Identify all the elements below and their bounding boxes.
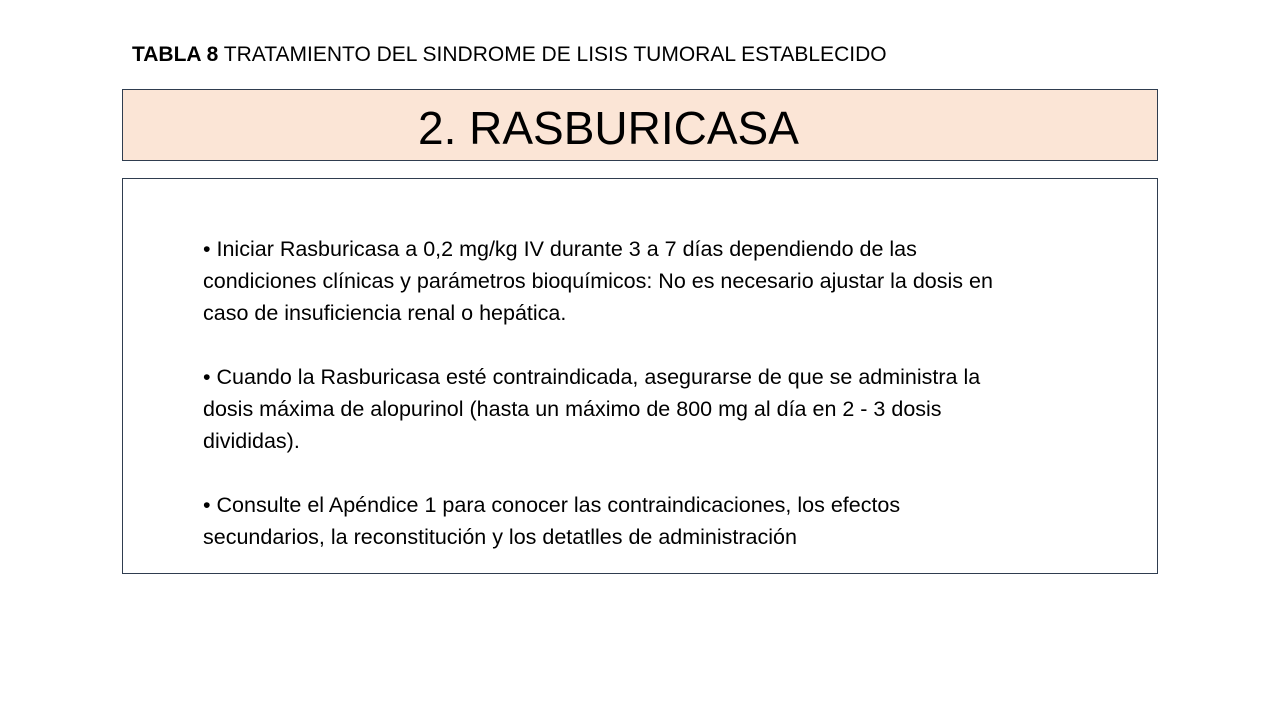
table-title: [132, 41, 887, 69]
bullet-list: [203, 233, 1023, 553]
bullet-item: • Cuando la Rasburicasa esté contraindicada, asegurarse de que se administra la dosis máxima de alopurinol (hasta un máximo de 800 mg al día en 2 - 3 dosis divididas).: [203, 365, 981, 453]
content-box: [122, 178, 1158, 574]
bullet-item: • Consulte el Apéndice 1 para conocer las contraindicaciones, los efectos secundarios, la reconstitución y los detatlles de administración: [203, 493, 901, 549]
table-title-text: TRATAMIENTO DEL SINDROME DE LISIS TUMORAL ESTABLECIDO: [218, 43, 887, 66]
bullet-item: • Iniciar Rasburicasa a 0,2 mg/kg IV durante 3 a 7 días dependiendo de las condiciones clínicas y parámetros bioquímicos: No es necesario ajustar la dosis en caso de insuficiencia renal o hepática.: [203, 237, 993, 325]
section-banner: [122, 89, 1158, 161]
table-label: TABLA 8: [132, 43, 219, 66]
section-title: 2. RASBURICASA: [418, 102, 799, 154]
